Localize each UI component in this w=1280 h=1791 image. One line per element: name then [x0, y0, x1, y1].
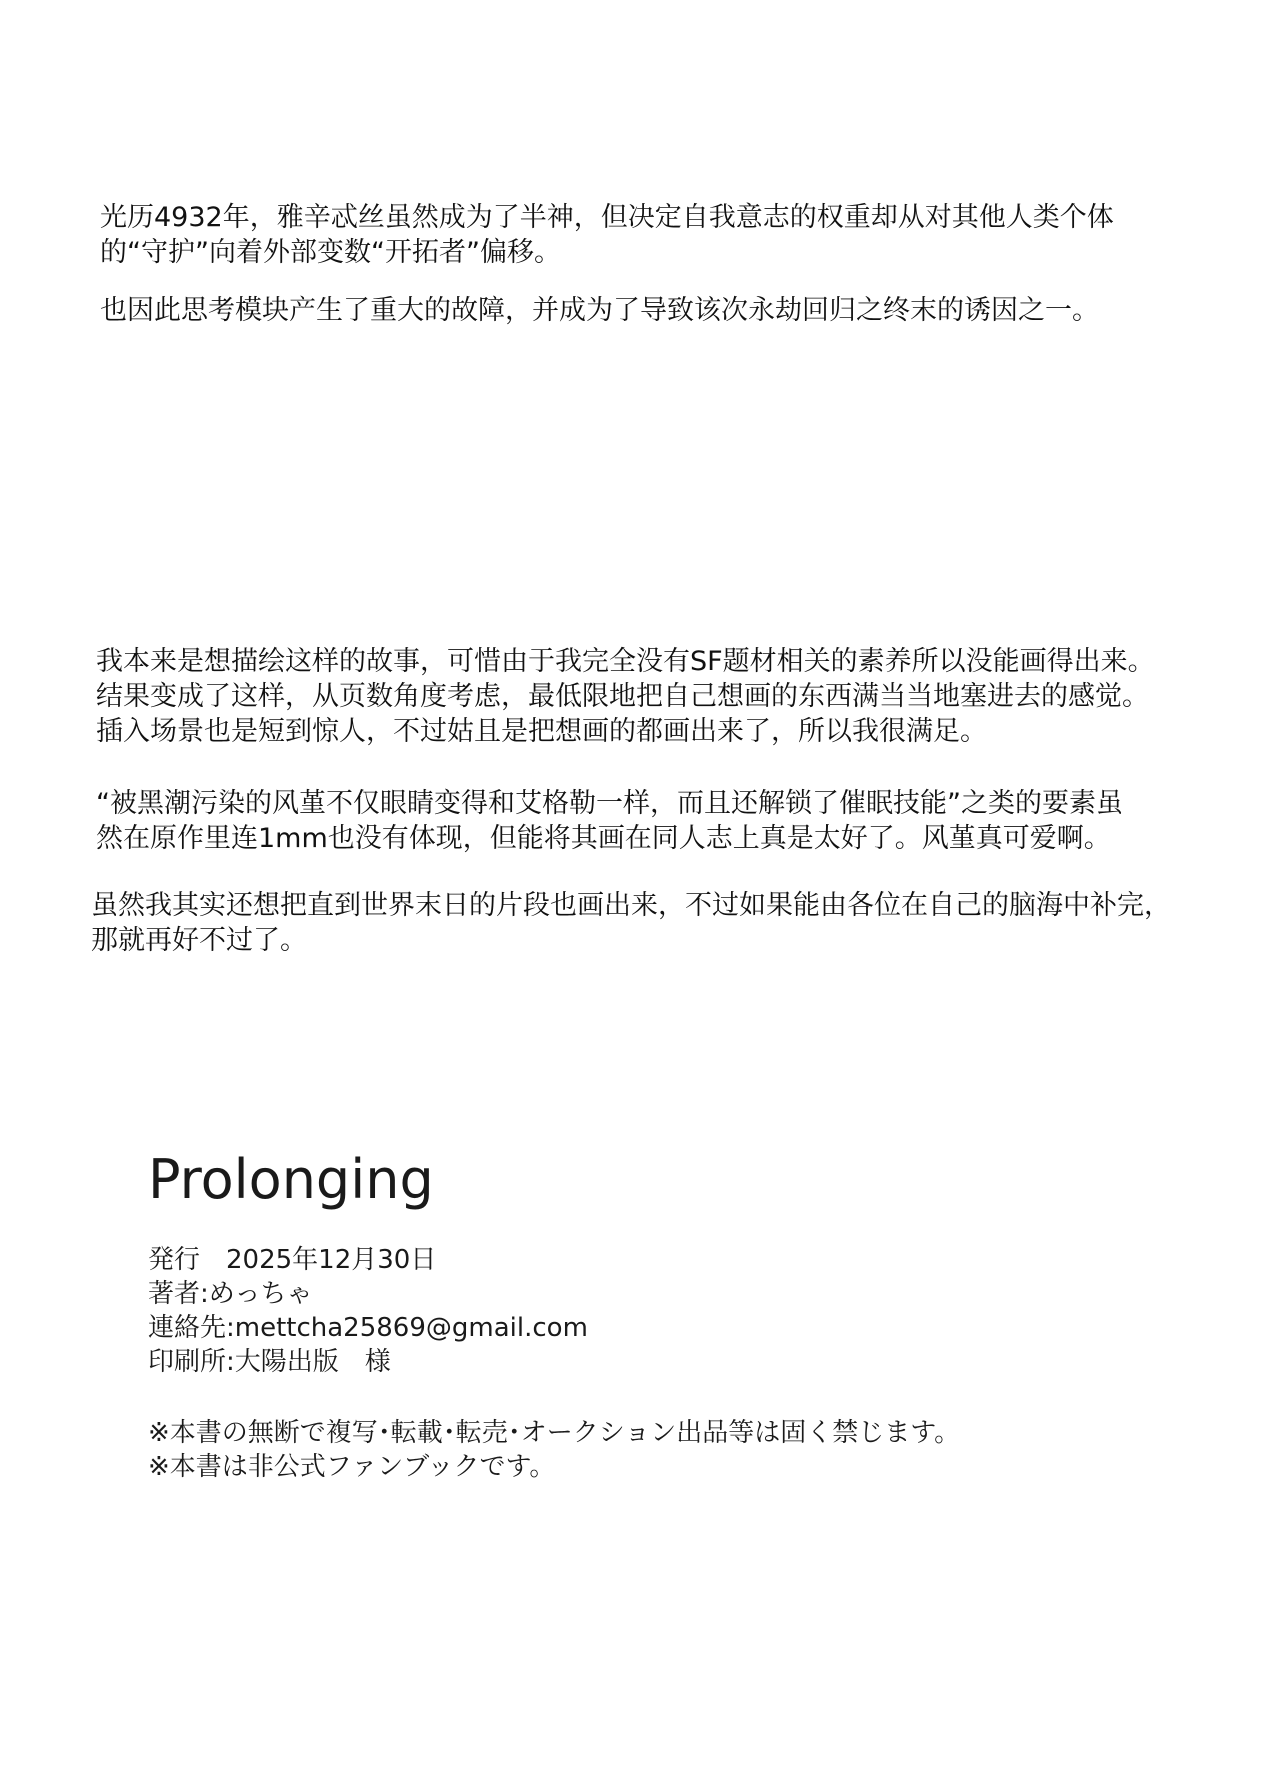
- copyright-notice: ※本書の無断で複写･転載･転売･オークション出品等は固く禁じます。: [148, 1418, 961, 1448]
- author: 著者:めっちゃ: [148, 1279, 313, 1309]
- afterword-paragraph-3: [91, 888, 1171, 958]
- text-line: “被黑潮污染的风堇不仅眼睛变得和艾格勒一样，而且还解锁了催眠技能”之类的要素虽: [96, 788, 1123, 819]
- colophon-publication-info: [148, 1243, 588, 1379]
- text-line: 结果变成了这样，从页数角度考虑，最低限地把自己想画的东西满当当地塞进去的感觉。: [96, 681, 1149, 712]
- text-line: 虽然我其实还想把直到世界末日的片段也画出来，不过如果能由各位在自己的脑海中补完，: [91, 890, 1171, 921]
- text-line: 也因此思考模块产生了重大的故障，并成为了导致该次永劫回归之终末的诱因之一。: [100, 295, 1099, 326]
- text-line: 那就再好不过了。: [91, 925, 307, 956]
- text-line: 然在原作里连1mm也没有体现，但能将其画在同人志上真是太好了。风堇真可爱啊。: [96, 823, 1111, 854]
- printer: 印刷所:大陽出版 様: [148, 1347, 391, 1377]
- colophon-title: Prolonging: [148, 1148, 434, 1211]
- text-line: 光历4932年，雅辛忒丝虽然成为了半神，但决定自我意志的权重却从对其他人类个体: [100, 202, 1114, 233]
- afterword-paragraph-1: [96, 644, 1155, 749]
- colophon-notices: [148, 1416, 960, 1484]
- text-line: 插入场景也是短到惊人，不过姑且是把想画的都画出来了，所以我很满足。: [96, 716, 987, 747]
- intro-paragraph-1: [100, 200, 1114, 270]
- text-line: 我本来是想描绘这样的故事，可惜由于我完全没有SF题材相关的素养所以没能画得出来。: [96, 646, 1155, 677]
- intro-paragraph-2: [100, 293, 1099, 328]
- unofficial-notice: ※本書は非公式ファンブックです。: [148, 1452, 556, 1482]
- afterword-paragraph-2: [96, 786, 1123, 856]
- contact: 連絡先:mettcha25869@gmail.com: [148, 1313, 588, 1343]
- text-line: 的“守护”向着外部变数“开拓者”偏移。: [100, 237, 561, 268]
- publish-date: 発行 2025年12月30日: [148, 1245, 437, 1275]
